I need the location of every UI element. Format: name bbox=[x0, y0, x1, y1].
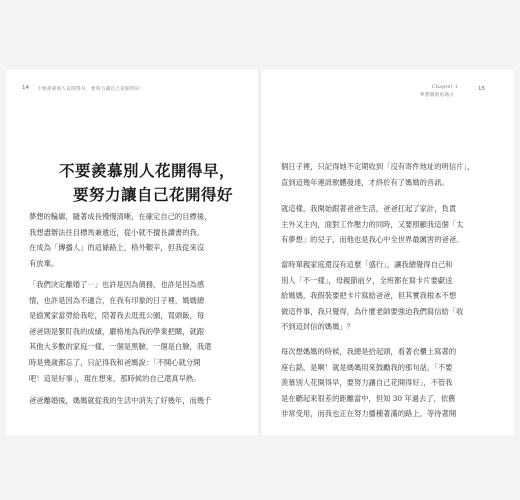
text-line: 羨慕別人花開得早，要努力讓自己花開得好」，不管我 bbox=[281, 378, 453, 388]
text-line: 爸爸則是緊盯我的成績，嚴格地為我的學業把關，就跟 bbox=[29, 326, 205, 336]
text-line: 直到這幾年連訊軟體發達，才終於有了媽媽的音訊。 bbox=[281, 177, 449, 187]
left-paragraph-3 bbox=[29, 393, 211, 409]
text-line: 是在聽起來很差的距離當中，但知 30 年過去了，依舊 bbox=[281, 393, 456, 403]
right-paragraph-2 bbox=[281, 201, 463, 248]
chapter-title: 夢想開始的地方 bbox=[420, 93, 455, 98]
text-line: 情，也許是因為不適合，在我有印象的日子裡，媽媽總 bbox=[29, 295, 205, 305]
right-paragraph-3 bbox=[281, 257, 463, 335]
text-line: 有放棄。 bbox=[29, 258, 59, 268]
text-line: 是偷罵家當勞給我吃，陪著我去逛逛公園，買頭飯，每 bbox=[29, 311, 205, 321]
text-line: 在成為「傳播人」的這條路上，格外艱辛，但我從來沒 bbox=[29, 243, 205, 253]
left-paragraph-2 bbox=[29, 277, 211, 386]
text-line: 吧！這是好事」，現在想來，那時候的自己還真早熟。 bbox=[29, 373, 201, 383]
text-line: 當時單親家庭還沒有這麼「盛行」，讓我總覺得自己和 bbox=[281, 260, 453, 269]
text-line: 時是幾歲都忘了，只記得我和爸媽說：「不開心就分開 bbox=[29, 357, 201, 367]
right-paragraph-1 bbox=[281, 159, 474, 190]
text-line: 別人「不一樣」，母親節前夕，全班都在寫卡片要獻送 bbox=[281, 275, 453, 285]
text-line: 有夢想」的兒子，而他也是我心中全世界最厲害的爸爸。 bbox=[281, 235, 464, 245]
chapter-heading-line-2: 要努力讓自己花開得好 bbox=[73, 185, 234, 204]
text-line: 每次想媽媽的時候，我總是拾起頭，看著衣櫃上寫著的 bbox=[281, 347, 457, 356]
text-line: 個日子裡，只記得她不定期收到「沒有寄件地址的明信片」， bbox=[281, 162, 475, 171]
left-running-header: 不要羨慕別人花開得早，要努力讓自己花開得好！ bbox=[37, 87, 145, 92]
text-line: 主外又主內，面對工作壓力的同時，又要照顧我這個「太 bbox=[281, 219, 464, 229]
text-line: 非常受用，而我也正在努力播種著滿的路上，等待著開 bbox=[281, 409, 457, 419]
text-line: 給媽媽，我假裝要把卡片寫給爸爸，但其實我根本不想 bbox=[281, 291, 457, 301]
text-line: 夢想的輪廓，隨著成長慢慢清晰，在確定自己的目標後， bbox=[29, 212, 212, 221]
text-line: 「我們決定離婚了⋯」也許是因為債務，也許是因為感 bbox=[29, 280, 205, 289]
text-line: 其他大多數的家庭一樣，一個是黑臉，一個是白臉，我還 bbox=[29, 342, 212, 352]
left-page-number: 14 bbox=[22, 85, 29, 91]
text-line: 我想盡辦法往目標馬兼遞近，從小就不擅長讀書的我， bbox=[29, 227, 205, 237]
text-line: 不到這封信的媽媽」？ bbox=[281, 322, 354, 332]
chapter-label: Chapter 1 bbox=[432, 85, 458, 90]
text-line: 做這件事，我只覺得，為什麼老師要強迫我們寫信給「收 bbox=[281, 306, 464, 316]
text-line: 爸爸離婚後，媽媽就從我的生活中消失了好幾年，而幾千 bbox=[29, 396, 212, 405]
right-paragraph-4 bbox=[281, 344, 456, 422]
text-line: 座右銘，是啊！就是媽媽用來鼓勵我的那句話，「不要 bbox=[281, 362, 453, 372]
left-paragraph-1 bbox=[29, 209, 211, 271]
right-page-number: 15 bbox=[478, 86, 485, 92]
chapter-heading-line-1: 不要羨慕別人花開得早， bbox=[59, 161, 236, 180]
text-line: 就這樣，我開始跟著爸爸生活，爸爸扛起了家計，負責 bbox=[281, 204, 457, 213]
